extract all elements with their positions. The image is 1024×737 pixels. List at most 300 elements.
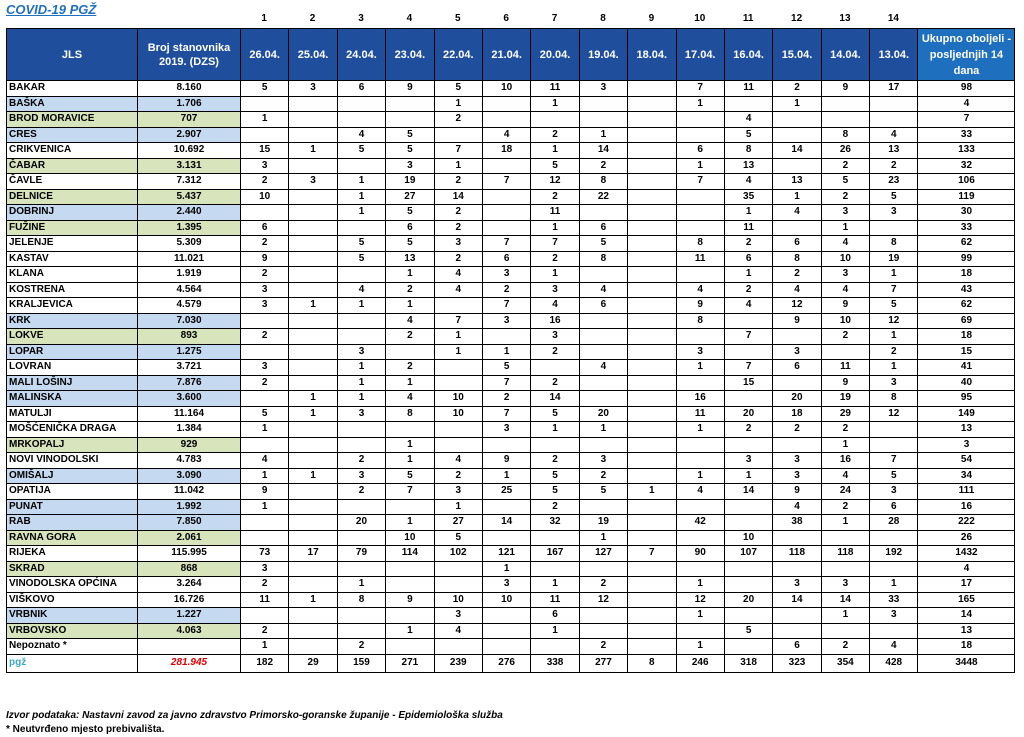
case-count-cell: 15 — [241, 143, 289, 159]
case-count-cell: 2 — [386, 329, 434, 345]
case-count-cell: 7 — [531, 236, 579, 252]
case-count-cell: 2 — [821, 158, 869, 174]
municipality-name: DELNICE — [7, 189, 138, 205]
case-count-cell: 38 — [773, 515, 821, 531]
case-count-cell — [628, 530, 676, 546]
column-number: 8 — [600, 13, 606, 24]
case-count-cell: 4 — [870, 127, 918, 143]
population-cell: 4.063 — [138, 623, 241, 639]
case-count-cell: 1 — [676, 577, 724, 593]
case-count-cell: 2 — [434, 174, 482, 190]
case-count-cell: 22 — [579, 189, 627, 205]
case-count-cell — [482, 608, 530, 624]
case-count-cell — [870, 422, 918, 438]
case-count-cell: 2 — [241, 623, 289, 639]
case-count-cell: 2 — [434, 468, 482, 484]
case-count-cell: 2 — [773, 267, 821, 283]
case-count-cell: 2 — [337, 484, 385, 500]
case-count-cell — [628, 406, 676, 422]
case-count-cell — [676, 530, 724, 546]
case-count-cell: 1 — [482, 468, 530, 484]
case-count-cell — [482, 499, 530, 515]
case-count-cell — [434, 639, 482, 655]
case-count-cell — [337, 422, 385, 438]
population-cell: 3.090 — [138, 468, 241, 484]
case-count-cell — [676, 499, 724, 515]
case-count-cell: 5 — [337, 251, 385, 267]
case-count-cell: 7 — [676, 81, 724, 97]
case-count-cell — [821, 530, 869, 546]
case-count-cell: 7 — [482, 298, 530, 314]
case-count-cell: 5 — [870, 468, 918, 484]
table-row — [7, 406, 1015, 422]
case-count-cell: 1 — [289, 592, 337, 608]
case-count-cell: 9 — [482, 453, 530, 469]
table-row — [7, 391, 1015, 407]
case-count-cell: 12 — [676, 592, 724, 608]
case-count-cell: 1 — [482, 561, 530, 577]
case-count-cell: 2 — [434, 220, 482, 236]
case-count-cell — [531, 437, 579, 453]
case-count-cell: 3 — [870, 608, 918, 624]
case-count-cell — [482, 639, 530, 655]
case-count-cell: 9 — [241, 251, 289, 267]
case-count-cell: 14 — [579, 143, 627, 159]
case-count-cell: 4 — [434, 623, 482, 639]
case-count-cell: 1 — [241, 422, 289, 438]
case-count-cell — [628, 174, 676, 190]
case-count-cell — [724, 499, 772, 515]
case-count-cell — [676, 127, 724, 143]
column-number: 7 — [551, 13, 558, 24]
case-count-cell: 4 — [386, 313, 434, 329]
case-count-cell — [724, 515, 772, 531]
case-count-cell: 5 — [337, 236, 385, 252]
case-count-cell: 79 — [337, 546, 385, 562]
case-count-cell — [628, 422, 676, 438]
case-count-cell: 1 — [870, 267, 918, 283]
case-count-cell — [676, 561, 724, 577]
case-count-cell — [773, 158, 821, 174]
case-count-cell: 2 — [241, 236, 289, 252]
case-count-cell: 121 — [482, 546, 530, 562]
case-count-cell: 1 — [676, 468, 724, 484]
case-count-cell: 1 — [531, 220, 579, 236]
case-count-cell: 1 — [434, 344, 482, 360]
column-number: 11 — [742, 13, 754, 24]
header-date: 23.04. — [386, 29, 434, 81]
case-count-cell: 35 — [724, 189, 772, 205]
case-count-cell: 16 — [676, 391, 724, 407]
case-count-cell: 1 — [241, 468, 289, 484]
total-cell: 15 — [918, 344, 1015, 360]
population-cell: 868 — [138, 561, 241, 577]
case-count-cell: 23 — [870, 174, 918, 190]
page-title: COVID-19 PGŽ — [6, 2, 97, 17]
case-count-cell: 9 — [386, 81, 434, 97]
case-count-cell: 1 — [724, 267, 772, 283]
case-count-cell: 2 — [241, 375, 289, 391]
municipality-name: CRES — [7, 127, 138, 143]
case-count-cell — [289, 251, 337, 267]
total-cell: 18 — [918, 267, 1015, 283]
table-row — [7, 360, 1015, 376]
population-cell: 1.919 — [138, 267, 241, 283]
population-cell: 115.995 — [138, 546, 241, 562]
case-count-cell: 9 — [676, 298, 724, 314]
municipality-name: OMIŠALJ — [7, 468, 138, 484]
total-cell: 14 — [918, 608, 1015, 624]
case-count-cell: 12 — [870, 406, 918, 422]
case-count-cell — [434, 127, 482, 143]
table-row — [7, 81, 1015, 97]
case-count-cell — [773, 623, 821, 639]
case-count-cell: 29 — [821, 406, 869, 422]
population-cell: 707 — [138, 112, 241, 128]
case-count-cell: 5 — [531, 484, 579, 500]
case-count-cell: 3 — [531, 329, 579, 345]
case-count-cell: 118 — [821, 546, 869, 562]
case-count-cell — [579, 623, 627, 639]
municipality-name: VRBOVSKO — [7, 623, 138, 639]
case-count-cell: 7 — [482, 406, 530, 422]
case-count-cell — [434, 561, 482, 577]
case-count-cell: 1 — [386, 267, 434, 283]
municipality-name: VIŠKOVO — [7, 592, 138, 608]
case-count-cell: 3 — [482, 422, 530, 438]
total-population: 281.945 — [138, 654, 241, 672]
case-count-cell: 11 — [531, 205, 579, 221]
case-count-cell: 1 — [337, 360, 385, 376]
case-count-cell — [434, 437, 482, 453]
case-count-cell: 2 — [821, 189, 869, 205]
case-count-cell — [628, 112, 676, 128]
case-count-cell: 5 — [724, 127, 772, 143]
case-count-cell — [337, 158, 385, 174]
header-date: 19.04. — [579, 29, 627, 81]
total-cell: 33 — [918, 220, 1015, 236]
case-count-cell: 11 — [821, 360, 869, 376]
population-cell: 1.395 — [138, 220, 241, 236]
case-count-cell: 10 — [821, 251, 869, 267]
case-count-cell — [337, 530, 385, 546]
total-cell: 7 — [918, 112, 1015, 128]
case-count-cell — [289, 577, 337, 593]
case-count-cell: 3 — [434, 608, 482, 624]
case-count-cell: 2 — [724, 236, 772, 252]
case-count-cell — [386, 422, 434, 438]
case-count-cell: 14 — [773, 143, 821, 159]
case-count-cell — [870, 530, 918, 546]
case-count-cell — [724, 313, 772, 329]
population-cell: 2.061 — [138, 530, 241, 546]
case-count-cell: 4 — [531, 298, 579, 314]
municipality-name: DOBRINJ — [7, 205, 138, 221]
case-count-cell — [289, 205, 337, 221]
case-count-cell: 4 — [434, 282, 482, 298]
table-row — [7, 329, 1015, 345]
case-count-cell — [289, 344, 337, 360]
case-count-cell: 1 — [337, 205, 385, 221]
case-count-cell: 167 — [531, 546, 579, 562]
case-count-cell — [579, 267, 627, 283]
case-count-cell — [337, 499, 385, 515]
total-cell: 111 — [918, 484, 1015, 500]
case-count-cell — [579, 561, 627, 577]
case-count-cell: 3 — [531, 282, 579, 298]
municipality-name: LOVRAN — [7, 360, 138, 376]
population-cell: 1.992 — [138, 499, 241, 515]
municipality-name: BAŠKA — [7, 96, 138, 112]
case-count-cell — [289, 127, 337, 143]
case-count-cell: 2 — [821, 329, 869, 345]
table-row — [7, 453, 1015, 469]
case-count-cell — [241, 608, 289, 624]
daily-total-cell: 182 — [241, 654, 289, 672]
case-count-cell — [337, 623, 385, 639]
case-count-cell — [628, 298, 676, 314]
case-count-cell: 7 — [870, 282, 918, 298]
table-row — [7, 313, 1015, 329]
case-count-cell: 2 — [531, 251, 579, 267]
total-cell: 69 — [918, 313, 1015, 329]
population-cell: 11.164 — [138, 406, 241, 422]
case-count-cell: 1 — [531, 96, 579, 112]
case-count-cell — [386, 96, 434, 112]
municipality-name: VINODOLSKA OPĆINA — [7, 577, 138, 593]
case-count-cell — [628, 360, 676, 376]
table-row — [7, 592, 1015, 608]
case-count-cell — [628, 127, 676, 143]
case-count-cell — [724, 577, 772, 593]
table-row — [7, 437, 1015, 453]
header-date: 21.04. — [482, 29, 530, 81]
daily-total-cell: 276 — [482, 654, 530, 672]
case-count-cell: 1 — [289, 468, 337, 484]
case-count-cell: 2 — [434, 251, 482, 267]
case-count-cell: 1 — [531, 577, 579, 593]
column-number: 4 — [406, 13, 413, 24]
case-count-cell: 1 — [482, 344, 530, 360]
municipality-name: MALINSKA — [7, 391, 138, 407]
daily-total-cell: 29 — [289, 654, 337, 672]
case-count-cell: 8 — [676, 313, 724, 329]
case-count-cell — [337, 96, 385, 112]
case-count-cell: 11 — [676, 251, 724, 267]
case-count-cell: 3 — [773, 344, 821, 360]
case-count-cell: 2 — [531, 127, 579, 143]
population-cell: 893 — [138, 329, 241, 345]
case-count-cell: 2 — [870, 344, 918, 360]
case-count-cell: 1 — [241, 639, 289, 655]
case-count-cell: 1 — [386, 437, 434, 453]
case-count-cell — [289, 453, 337, 469]
case-count-cell: 6 — [386, 220, 434, 236]
case-count-cell: 2 — [434, 112, 482, 128]
case-count-cell: 7 — [482, 375, 530, 391]
case-count-cell: 10 — [434, 406, 482, 422]
case-count-cell — [821, 96, 869, 112]
case-count-cell: 17 — [289, 546, 337, 562]
case-count-cell: 6 — [579, 298, 627, 314]
table-row — [7, 515, 1015, 531]
case-count-cell: 10 — [386, 530, 434, 546]
case-count-cell: 1 — [579, 422, 627, 438]
case-count-cell — [724, 437, 772, 453]
case-count-cell: 20 — [724, 406, 772, 422]
case-count-cell: 2 — [531, 375, 579, 391]
case-count-cell: 10 — [241, 189, 289, 205]
case-count-cell — [676, 623, 724, 639]
case-count-cell — [386, 499, 434, 515]
case-count-cell: 5 — [386, 143, 434, 159]
case-count-cell: 6 — [482, 251, 530, 267]
case-count-cell: 8 — [724, 143, 772, 159]
case-count-cell — [337, 608, 385, 624]
case-count-cell: 6 — [337, 81, 385, 97]
case-count-cell: 4 — [337, 282, 385, 298]
case-count-cell: 4 — [870, 639, 918, 655]
case-count-cell: 13 — [773, 174, 821, 190]
case-count-cell: 3 — [289, 174, 337, 190]
case-count-cell: 1 — [434, 329, 482, 345]
case-count-cell — [241, 391, 289, 407]
table-row — [7, 484, 1015, 500]
total-cell: 99 — [918, 251, 1015, 267]
case-count-cell — [870, 437, 918, 453]
case-count-cell: 42 — [676, 515, 724, 531]
case-count-cell: 20 — [724, 592, 772, 608]
municipality-name: BAKAR — [7, 81, 138, 97]
case-count-cell — [676, 220, 724, 236]
municipality-name: MRKOPALJ — [7, 437, 138, 453]
case-count-cell: 2 — [724, 422, 772, 438]
case-count-cell — [724, 639, 772, 655]
case-count-cell: 1 — [386, 515, 434, 531]
case-count-cell — [289, 437, 337, 453]
case-count-cell: 5 — [482, 360, 530, 376]
case-count-cell: 5 — [821, 174, 869, 190]
case-count-cell: 7 — [724, 360, 772, 376]
case-count-cell — [628, 453, 676, 469]
population-cell: 10.692 — [138, 143, 241, 159]
case-count-cell — [579, 608, 627, 624]
footnote: * Neutvrđeno mjesto prebivališta. — [6, 724, 165, 735]
case-count-cell — [579, 313, 627, 329]
case-count-cell: 3 — [386, 158, 434, 174]
case-count-cell — [337, 220, 385, 236]
case-count-cell: 1 — [434, 158, 482, 174]
total-cell: 62 — [918, 298, 1015, 314]
case-count-cell: 19 — [870, 251, 918, 267]
case-count-cell — [821, 112, 869, 128]
column-number: 5 — [455, 13, 461, 24]
case-count-cell — [628, 375, 676, 391]
case-count-cell — [337, 267, 385, 283]
header-date: 25.04. — [289, 29, 337, 81]
population-cell: 7.312 — [138, 174, 241, 190]
column-number-row — [6, 13, 1015, 28]
case-count-cell: 2 — [482, 391, 530, 407]
case-count-cell: 8 — [337, 592, 385, 608]
case-count-cell: 1 — [289, 298, 337, 314]
daily-total-cell: 159 — [337, 654, 385, 672]
table-row — [7, 298, 1015, 314]
case-count-cell — [531, 112, 579, 128]
case-count-cell — [289, 158, 337, 174]
total-cell: 222 — [918, 515, 1015, 531]
total-cell: 149 — [918, 406, 1015, 422]
case-count-cell — [289, 608, 337, 624]
case-count-cell: 7 — [724, 329, 772, 345]
case-count-cell: 4 — [579, 282, 627, 298]
case-count-cell: 27 — [434, 515, 482, 531]
case-count-cell: 1 — [676, 96, 724, 112]
header-date: 18.04. — [628, 29, 676, 81]
case-count-cell: 2 — [579, 639, 627, 655]
case-count-cell: 1 — [289, 406, 337, 422]
case-count-cell: 10 — [434, 391, 482, 407]
total-cell: 62 — [918, 236, 1015, 252]
case-count-cell — [289, 499, 337, 515]
grand-total-cell: 3448 — [918, 654, 1015, 672]
case-count-cell — [289, 96, 337, 112]
table-row — [7, 236, 1015, 252]
case-count-cell: 3 — [821, 205, 869, 221]
column-number: 13 — [839, 13, 851, 24]
population-cell — [138, 639, 241, 655]
case-count-cell: 14 — [531, 391, 579, 407]
case-count-cell — [628, 468, 676, 484]
case-count-cell: 3 — [579, 453, 627, 469]
total-cell: 4 — [918, 561, 1015, 577]
case-count-cell: 6 — [676, 143, 724, 159]
population-cell: 16.726 — [138, 592, 241, 608]
case-count-cell: 5 — [870, 298, 918, 314]
case-count-cell: 2 — [434, 205, 482, 221]
case-count-cell: 12 — [870, 313, 918, 329]
table-header-row — [7, 29, 1015, 81]
population-cell: 4.579 — [138, 298, 241, 314]
case-count-cell — [676, 329, 724, 345]
case-count-cell: 5 — [579, 484, 627, 500]
case-count-cell — [724, 561, 772, 577]
case-count-cell — [773, 127, 821, 143]
case-count-cell — [773, 220, 821, 236]
case-count-cell: 6 — [773, 360, 821, 376]
case-count-cell — [289, 360, 337, 376]
case-count-cell: 11 — [724, 220, 772, 236]
case-count-cell — [628, 391, 676, 407]
case-count-cell — [482, 205, 530, 221]
population-cell: 929 — [138, 437, 241, 453]
case-count-cell: 10 — [821, 313, 869, 329]
table-row — [7, 608, 1015, 624]
case-count-cell — [289, 189, 337, 205]
case-count-cell — [386, 561, 434, 577]
case-count-cell: 14 — [434, 189, 482, 205]
population-cell: 2.440 — [138, 205, 241, 221]
case-count-cell — [676, 267, 724, 283]
case-count-cell: 5 — [724, 623, 772, 639]
municipality-name: SKRAD — [7, 561, 138, 577]
case-count-cell — [579, 96, 627, 112]
total-cell: 26 — [918, 530, 1015, 546]
total-cell: 30 — [918, 205, 1015, 221]
case-count-cell: 1 — [821, 437, 869, 453]
total-cell: 17 — [918, 577, 1015, 593]
case-count-cell: 5 — [531, 158, 579, 174]
